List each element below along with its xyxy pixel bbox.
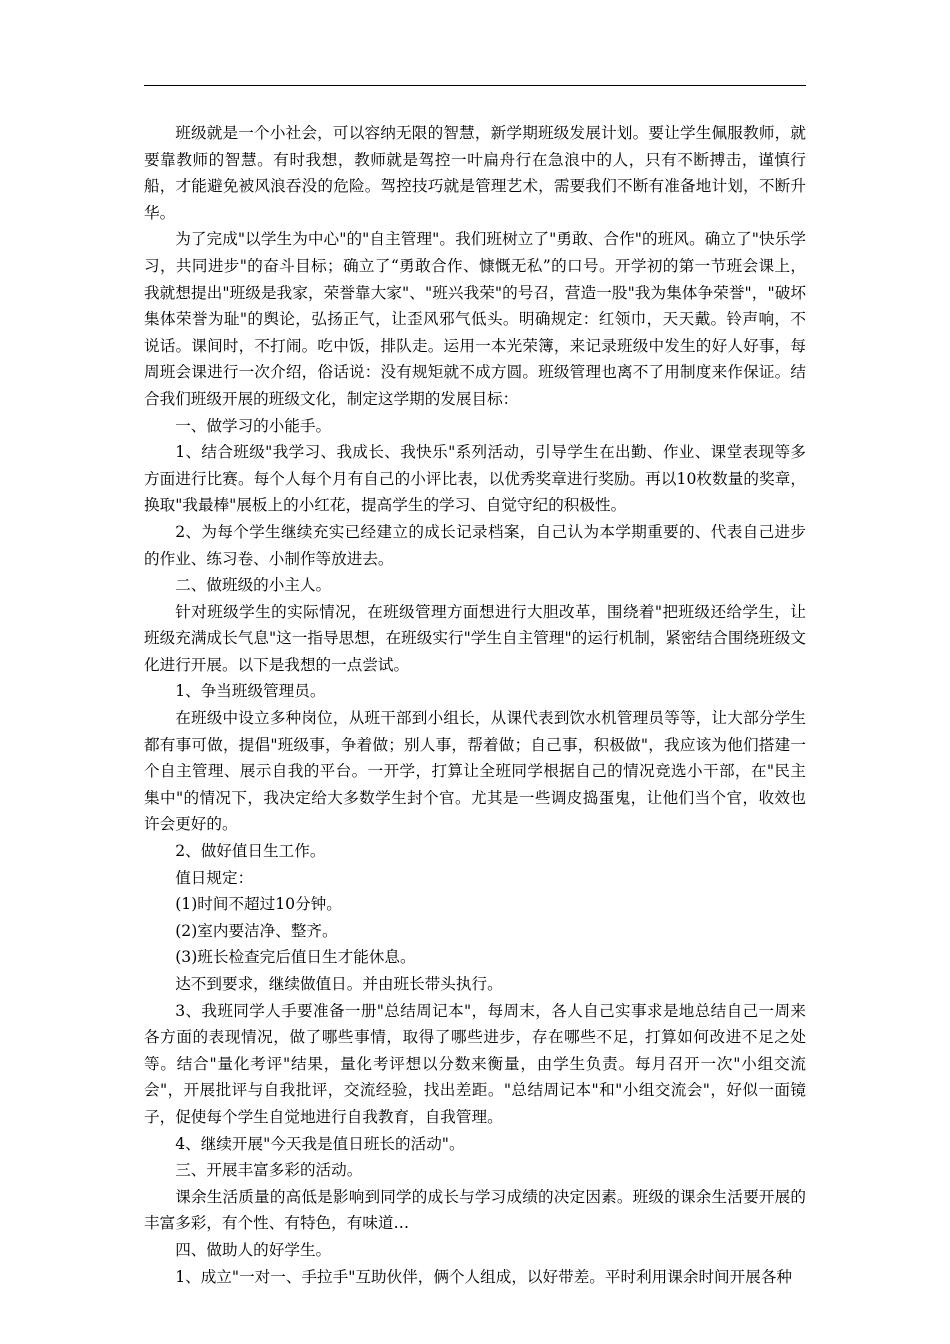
paragraph: 4、继续开展"今天我是值日班长的活动"。 — [175, 1134, 465, 1153]
paragraph: 针对班级学生的实际情况，在班级管理方面想进行大胆改革，围绕着"把班级还给学生，让班级充满成长气息"这一指导思想，在班级实行"学生自主管理"的运行机制，紧密结合围绕班级文化进行开展。以下是我想的一点尝试。 — [144, 602, 806, 674]
paragraph: 2、为每个学生继续充实已经建立的成长记录档案，自己认为本学期重要的、代表自己进步的作业、练习卷、小制作等放进去。 — [144, 522, 806, 568]
subsection-heading: 1、争当班级管理员。 — [175, 682, 326, 701]
paragraph: 1、成立"一对一、手拉手"互助伙伴，俩个人组成，以好带差。平时利用课余时间开展各种 — [175, 1267, 793, 1286]
section-heading: 二、做班级的小主人。 — [175, 576, 332, 595]
paragraph: 1、结合班级"我学习、我成长、我快乐"系列活动，引导学生在出勤、作业、课堂表现等多方面进行比赛。每个人每个月有自己的小评比表，以优秀奖章进行奖励。再以10枚数量的奖章，换取"我最棒"展板上的小红花，提高学生的学习、自觉守纪的积极性。 — [144, 443, 806, 515]
section-heading: 一、做学习的小能手。 — [175, 416, 332, 435]
section-heading: 三、开展丰富多彩的活动。 — [175, 1161, 363, 1180]
paragraph: 在班级中设立多种岗位，从班干部到小组长，从课代表到饮水机管理员等等，让大部分学生都有事可做，提倡"班级事，争着做；别人事，帮着做；自己事，积极做"，我应该为他们搭建一个自主管理、展示自我的平台。一开学，打算让全班同学根据自己的情况竞选小干部，在"民主集中"的情况下，我决定给大多数学生封个官。尤其是一些调皮捣蛋鬼，让他们当个官，收效也许会更好的。 — [144, 709, 806, 834]
header-rule — [144, 85, 806, 86]
section-heading: 四、做助人的好学生。 — [175, 1240, 332, 1259]
subsection-heading: 2、做好值日生工作。 — [175, 842, 326, 861]
paragraph: 3、我班同学人手要准备一册"总结周记本"，每周末，各人自己实事求是地总结自己一周来各方面的表现情况，做了哪些事情，取得了哪些进步，存在哪些不足，打算如何改进不足之处等。结合"量化考评"结果，量化考评想以分数来衡量，由学生负责。每月召开一次"小组交流会"，开展批评与自我批评，交流经验，找出差距。"总结周记本"和"小组交流会"，好似一面镜子，促使每个学生自觉地进行自我教育，自我管理。 — [144, 1001, 806, 1126]
list-item: (3)班长检查完后值日生才能休息。 — [175, 948, 416, 967]
paragraph: 值日规定： — [175, 868, 254, 887]
paragraph: 为了完成"以学生为中心"的"自主管理"。我们班树立了"勇敢、合作"的班风。确立了"快乐学习，共同进步"的奋斗目标；确立了“勇敢合作、慷慨无私”的口号。开学初的第一节班会课上，我就想提出"班级是我家，荣誉靠大家"、"班兴我荣"的号召，营造一股"我为集体争荣誉"，"破坏集体荣誉为耻"的舆论，弘扬正气，让歪风邪气低头。明确规定：红领巾，天天戴。铃声响，不说话。课间时，不打闹。吃中饭，排队走。运用一本光荣簿，来记录班级中发生的好人好事，每周班会课进行一次介绍，俗话说：没有规矩就不成方圆。班级管理也离不了用制度来作保证。结合我们班级开展的班级文化，制定这学期的发展目标： — [144, 230, 806, 408]
paragraph: 班级就是一个小社会，可以容纳无限的智慧，新学期班级发展计划。要让学生佩服教师，就要靠教师的智慧。有时我想，教师就是驾控一叶扁舟行在急浪中的人，只有不断搏击，谨慎行船，才能避免被风浪吞没的危险。驾控技巧就是管理艺术，需要我们不断有准备地计划，不断升华。 — [144, 124, 806, 222]
document-body — [144, 120, 806, 1290]
list-item: (1)时间不超过10分钟。 — [175, 895, 342, 914]
paragraph: 课余生活质量的高低是影响到同学的成长与学习成绩的决定因素。班级的课余生活要开展的丰富多彩，有个性、有特色，有味道… — [144, 1187, 806, 1233]
paragraph: 达不到要求，继续做值日。并由班长带头执行。 — [175, 975, 503, 993]
list-item: (2)室内要洁净、整齐。 — [175, 921, 338, 940]
